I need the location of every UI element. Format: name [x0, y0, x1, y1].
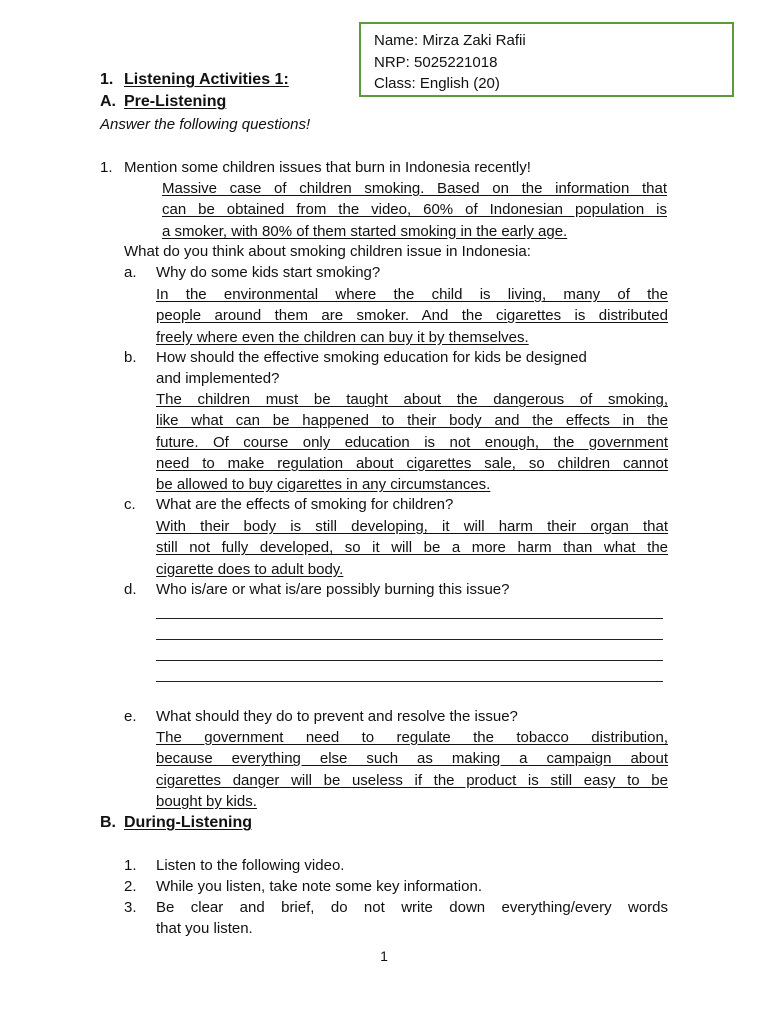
sub-b-question: How should the effective smoking education for kids be designed — [156, 349, 587, 366]
instruction-text: Answer the following questions! — [100, 116, 311, 133]
section-a-title: Pre-Listening — [124, 93, 227, 110]
answer-line: cigarettes danger will be useless if the product is still easy to be — [156, 771, 668, 789]
student-name: Name: Mirza Zaki Rafii — [374, 32, 526, 49]
item-line: Be clear and brief, do not write down everything/every words — [156, 899, 668, 916]
question-1-text: Mention some children issues that burn in Indonesia recently! — [124, 159, 531, 176]
sub-d-letter: d. — [124, 581, 137, 598]
sub-c-answer — [156, 516, 668, 580]
sub-e-letter: e. — [124, 708, 137, 725]
answer-line: In the environmental where the child is living, many of the — [156, 286, 668, 303]
sub-a-letter: a. — [124, 264, 137, 281]
sub-e-question: What should they do to prevent and resolve the issue? — [156, 708, 518, 725]
during-item-3-text — [156, 897, 668, 940]
sub-b-letter: b. — [124, 349, 137, 366]
question-1-answer — [162, 178, 667, 242]
answer-line: Massive case of children smoking. Based on the information that — [162, 180, 667, 197]
sub-c-letter: c. — [124, 496, 136, 513]
during-item-1-text: Listen to the following video. — [156, 857, 345, 874]
section-1-title: Listening Activities 1: — [124, 71, 289, 88]
sub-c-question: What are the effects of smoking for children? — [156, 496, 454, 513]
answer-line: a smoker, with 80% of them started smoking in the early age. — [162, 222, 568, 240]
answer-line: The government need to regulate the tobacco distribution, — [156, 729, 668, 746]
section-b-letter: B. — [100, 814, 116, 831]
item-line: that you listen. — [156, 920, 253, 938]
question-1-prompt: What do you think about smoking children issue in Indonesia: — [124, 243, 531, 260]
question-1-number: 1. — [100, 159, 113, 176]
answer-line: future. Of course only education is not enough, the government — [156, 433, 668, 451]
answer-line: like what can be happened to their body and the effects in the — [156, 412, 668, 430]
section-1-number: 1. — [100, 71, 114, 88]
answer-line: people around them are smoker. And the cigarettes is distributed — [156, 307, 668, 325]
sub-a-question: Why do some kids start smoking? — [156, 264, 381, 281]
blank-answer-line[interactable] — [156, 598, 663, 619]
answer-line: because everything else such as making a campaign about — [156, 750, 668, 768]
sub-d-question: Who is/are or what is/are possibly burning this issue? — [156, 581, 510, 598]
sub-b-answer — [156, 389, 668, 495]
blank-answer-line[interactable] — [156, 619, 663, 640]
blank-answer-line[interactable] — [156, 640, 663, 661]
student-class: Class: English (20) — [374, 75, 500, 92]
sub-e-answer — [156, 727, 668, 812]
answer-line: can be obtained from the video, 60% of Indonesian population is — [162, 201, 667, 219]
answer-line: still not fully developed, so it will be a more harm than what the — [156, 539, 668, 557]
during-item-2-number: 2. — [124, 878, 137, 895]
page-number: 1 — [380, 948, 388, 964]
student-nrp: NRP: 5025221018 — [374, 53, 498, 71]
sub-a-answer — [156, 284, 668, 348]
sub-d-blank-lines[interactable] — [156, 598, 663, 682]
answer-line: With their body is still developing, it will harm their organ that — [156, 518, 668, 535]
answer-line: The children must be taught about the dangerous of smoking, — [156, 391, 668, 408]
answer-line: freely where even the children can buy it by themselves. — [156, 328, 529, 346]
during-item-1-number: 1. — [124, 857, 137, 874]
sub-b-question-cont: and implemented? — [156, 370, 280, 387]
answer-line: cigarette does to adult body. — [156, 560, 344, 578]
student-info-box — [359, 22, 734, 97]
section-a-letter: A. — [100, 93, 116, 110]
answer-line: need to make regulation about cigarettes sale, so children cannot — [156, 454, 668, 472]
answer-line: bought by kids. — [156, 792, 257, 810]
during-item-3-number: 3. — [124, 899, 137, 916]
answer-line: be allowed to buy cigarettes in any circumstances. — [156, 476, 491, 494]
during-item-2-text: While you listen, take note some key information. — [156, 878, 482, 895]
section-b-title: During-Listening — [124, 814, 252, 831]
blank-answer-line[interactable] — [156, 661, 663, 682]
